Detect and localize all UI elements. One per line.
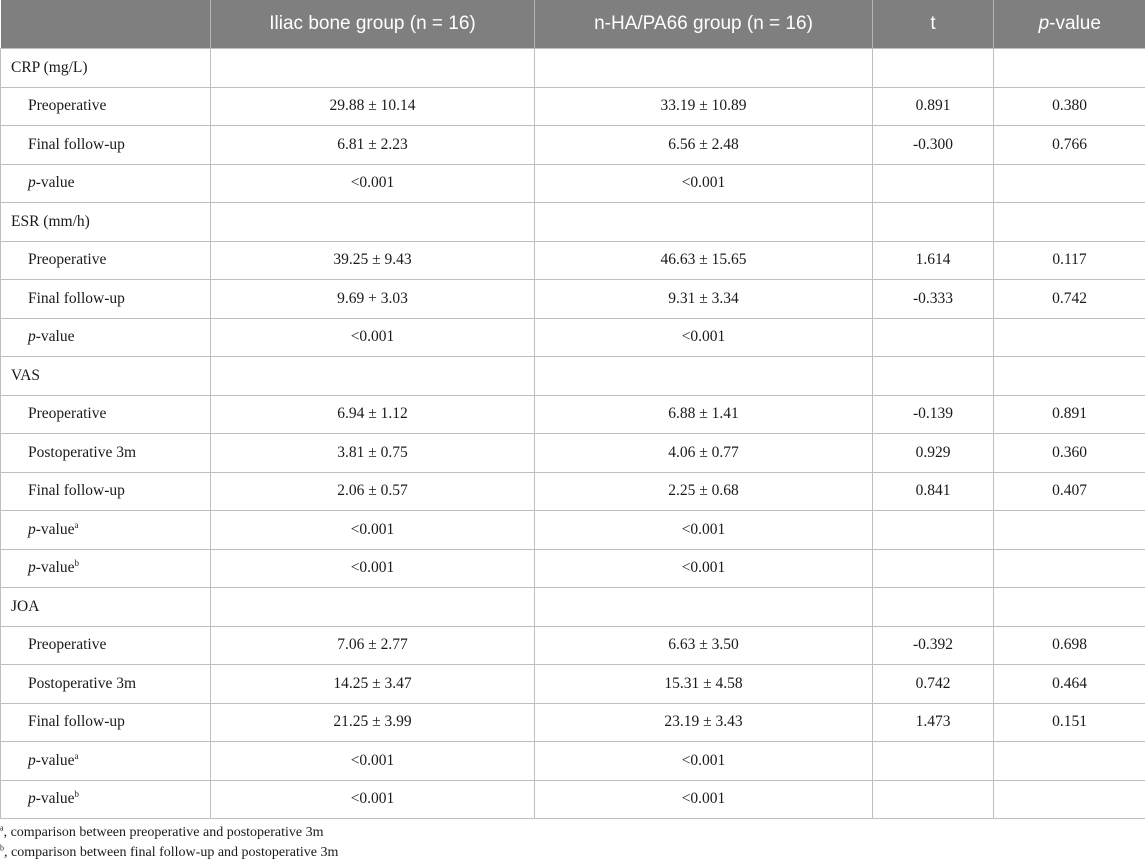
p-rest: -value: [35, 328, 75, 346]
table-row: [1, 395, 1145, 434]
header-t: t: [873, 0, 994, 49]
empty-cell: [211, 588, 535, 627]
t-value: [873, 742, 994, 781]
empty-cell: [873, 357, 994, 396]
empty-cell: [211, 357, 535, 396]
p-italic: p: [28, 520, 36, 538]
empty-cell: [535, 49, 873, 88]
iliac-value: 14.25 ± 3.47: [211, 665, 535, 704]
header-p-italic: p: [1038, 13, 1050, 34]
table-row: [1, 703, 1145, 742]
row-label: Postoperative 3m: [1, 665, 211, 704]
empty-cell: [535, 588, 873, 627]
p-value-label: [1, 511, 211, 550]
table-row: [1, 87, 1145, 126]
p-rest: -value: [35, 559, 75, 577]
nha-value: 15.31 ± 4.58: [535, 665, 873, 704]
p-value: 0.117: [994, 241, 1145, 280]
footnote-a-marker: a: [0, 823, 4, 833]
table-header: [1, 0, 1145, 49]
t-value: [873, 511, 994, 550]
nha-value: <0.001: [535, 780, 873, 819]
p-value: 0.407: [994, 472, 1145, 511]
table-row: [1, 164, 1145, 203]
p-value: 0.698: [994, 626, 1145, 665]
p-value-label: [1, 164, 211, 203]
row-label: Preoperative: [1, 87, 211, 126]
footnote-a-text: , comparison between preoperative and postoperative 3m: [3, 825, 324, 840]
empty-cell: [535, 357, 873, 396]
table-row: [1, 665, 1145, 704]
t-value: 1.614: [873, 241, 994, 280]
empty-cell: [873, 49, 994, 88]
p-rest: -value: [35, 790, 75, 808]
table-row: [1, 588, 1145, 627]
t-value: [873, 164, 994, 203]
p-value: [994, 511, 1145, 550]
nha-value: <0.001: [535, 164, 873, 203]
t-value: 0.742: [873, 665, 994, 704]
p-value-label: [1, 318, 211, 357]
p-value-superscript: a: [74, 519, 79, 530]
nha-value: 6.88 ± 1.41: [535, 395, 873, 434]
iliac-value: 6.94 ± 1.12: [211, 395, 535, 434]
section-label: VAS: [1, 357, 211, 396]
p-italic: p: [28, 559, 36, 577]
section-label: CRP (mg/L): [1, 49, 211, 88]
t-value: [873, 549, 994, 588]
header-row: [1, 0, 1145, 49]
table-row: [1, 203, 1145, 242]
row-label: Final follow-up: [1, 703, 211, 742]
iliac-value: <0.001: [211, 742, 535, 781]
table-row: [1, 511, 1145, 550]
p-value-superscript: b: [74, 789, 79, 800]
t-value: 0.841: [873, 472, 994, 511]
footnote-b-text: , comparison between final follow-up and postoperative 3m: [4, 845, 339, 860]
p-value: 0.360: [994, 434, 1145, 473]
header-iliac-bone-group: Iliac bone group (n = 16): [211, 0, 535, 49]
iliac-value: 39.25 ± 9.43: [211, 241, 535, 280]
table-row: [1, 472, 1145, 511]
t-value: 0.929: [873, 434, 994, 473]
p-value: 0.464: [994, 665, 1145, 704]
row-label: Final follow-up: [1, 280, 211, 319]
header-nha-pa66-group: n-HA/PA66 group (n = 16): [535, 0, 873, 49]
footnote-a: [0, 823, 338, 843]
nha-value: 46.63 ± 15.65: [535, 241, 873, 280]
empty-cell: [873, 588, 994, 627]
p-value: [994, 780, 1145, 819]
t-value: -0.392: [873, 626, 994, 665]
empty-cell: [211, 49, 535, 88]
empty-cell: [873, 203, 994, 242]
table-body: [1, 49, 1145, 819]
nha-value: 4.06 ± 0.77: [535, 434, 873, 473]
p-value-label: [1, 549, 211, 588]
p-value-superscript: b: [74, 558, 79, 569]
p-value: [994, 742, 1145, 781]
p-value: 0.766: [994, 126, 1145, 165]
table-row: [1, 549, 1145, 588]
p-value: [994, 318, 1145, 357]
nha-value: 33.19 ± 10.89: [535, 87, 873, 126]
table-row: [1, 280, 1145, 319]
iliac-value: 2.06 ± 0.57: [211, 472, 535, 511]
p-value: 0.742: [994, 280, 1145, 319]
table-row: [1, 126, 1145, 165]
nha-value: <0.001: [535, 549, 873, 588]
t-value: -0.300: [873, 126, 994, 165]
empty-cell: [535, 203, 873, 242]
p-value-superscript: a: [74, 750, 79, 761]
p-rest: -value: [35, 520, 75, 538]
iliac-value: 3.81 ± 0.75: [211, 434, 535, 473]
table-row: [1, 434, 1145, 473]
p-value-label: [1, 742, 211, 781]
nha-value: <0.001: [535, 742, 873, 781]
p-rest: -value: [35, 174, 75, 192]
row-label: Postoperative 3m: [1, 434, 211, 473]
table-row: [1, 742, 1145, 781]
nha-value: <0.001: [535, 318, 873, 357]
p-value: 0.891: [994, 395, 1145, 434]
p-value: [994, 549, 1145, 588]
table-row: [1, 780, 1145, 819]
nha-value: 6.63 ± 3.50: [535, 626, 873, 665]
iliac-value: <0.001: [211, 318, 535, 357]
header-empty-cell: [1, 0, 211, 49]
section-label: JOA: [1, 588, 211, 627]
iliac-value: 29.88 ± 10.14: [211, 87, 535, 126]
empty-cell: [211, 203, 535, 242]
table-row: [1, 49, 1145, 88]
t-value: [873, 780, 994, 819]
footnote-b: [0, 843, 338, 863]
iliac-value: 9.69 + 3.03: [211, 280, 535, 319]
t-value: -0.139: [873, 395, 994, 434]
footnotes: [0, 823, 338, 863]
empty-cell: [994, 588, 1145, 627]
row-label: Preoperative: [1, 395, 211, 434]
table-row: [1, 626, 1145, 665]
p-italic: p: [28, 751, 36, 769]
t-value: 1.473: [873, 703, 994, 742]
nha-value: 23.19 ± 3.43: [535, 703, 873, 742]
row-label: Preoperative: [1, 626, 211, 665]
p-value: 0.380: [994, 87, 1145, 126]
empty-cell: [994, 357, 1145, 396]
table-row: [1, 318, 1145, 357]
p-value: 0.151: [994, 703, 1145, 742]
t-value: 0.891: [873, 87, 994, 126]
nha-value: 2.25 ± 0.68: [535, 472, 873, 511]
header-p-rest: -value: [1049, 13, 1101, 34]
footnote-b-marker: b: [0, 843, 4, 853]
empty-cell: [994, 203, 1145, 242]
section-label: ESR (mm/h): [1, 203, 211, 242]
nha-value: <0.001: [535, 511, 873, 550]
nha-value: 6.56 ± 2.48: [535, 126, 873, 165]
row-label: Final follow-up: [1, 472, 211, 511]
table-row: [1, 357, 1145, 396]
p-value: [994, 164, 1145, 203]
p-italic: p: [28, 328, 36, 346]
iliac-value: 21.25 ± 3.99: [211, 703, 535, 742]
iliac-value: <0.001: [211, 780, 535, 819]
t-value: [873, 318, 994, 357]
p-italic: p: [28, 790, 36, 808]
iliac-value: 6.81 ± 2.23: [211, 126, 535, 165]
empty-cell: [994, 49, 1145, 88]
header-p-value: [994, 0, 1145, 49]
iliac-value: <0.001: [211, 511, 535, 550]
p-value-label: [1, 780, 211, 819]
iliac-value: <0.001: [211, 549, 535, 588]
t-value: -0.333: [873, 280, 994, 319]
table-row: [1, 241, 1145, 280]
nha-value: 9.31 ± 3.34: [535, 280, 873, 319]
iliac-value: <0.001: [211, 164, 535, 203]
p-italic: p: [28, 174, 36, 192]
row-label: Final follow-up: [1, 126, 211, 165]
row-label: Preoperative: [1, 241, 211, 280]
p-rest: -value: [35, 751, 75, 769]
iliac-value: 7.06 ± 2.77: [211, 626, 535, 665]
